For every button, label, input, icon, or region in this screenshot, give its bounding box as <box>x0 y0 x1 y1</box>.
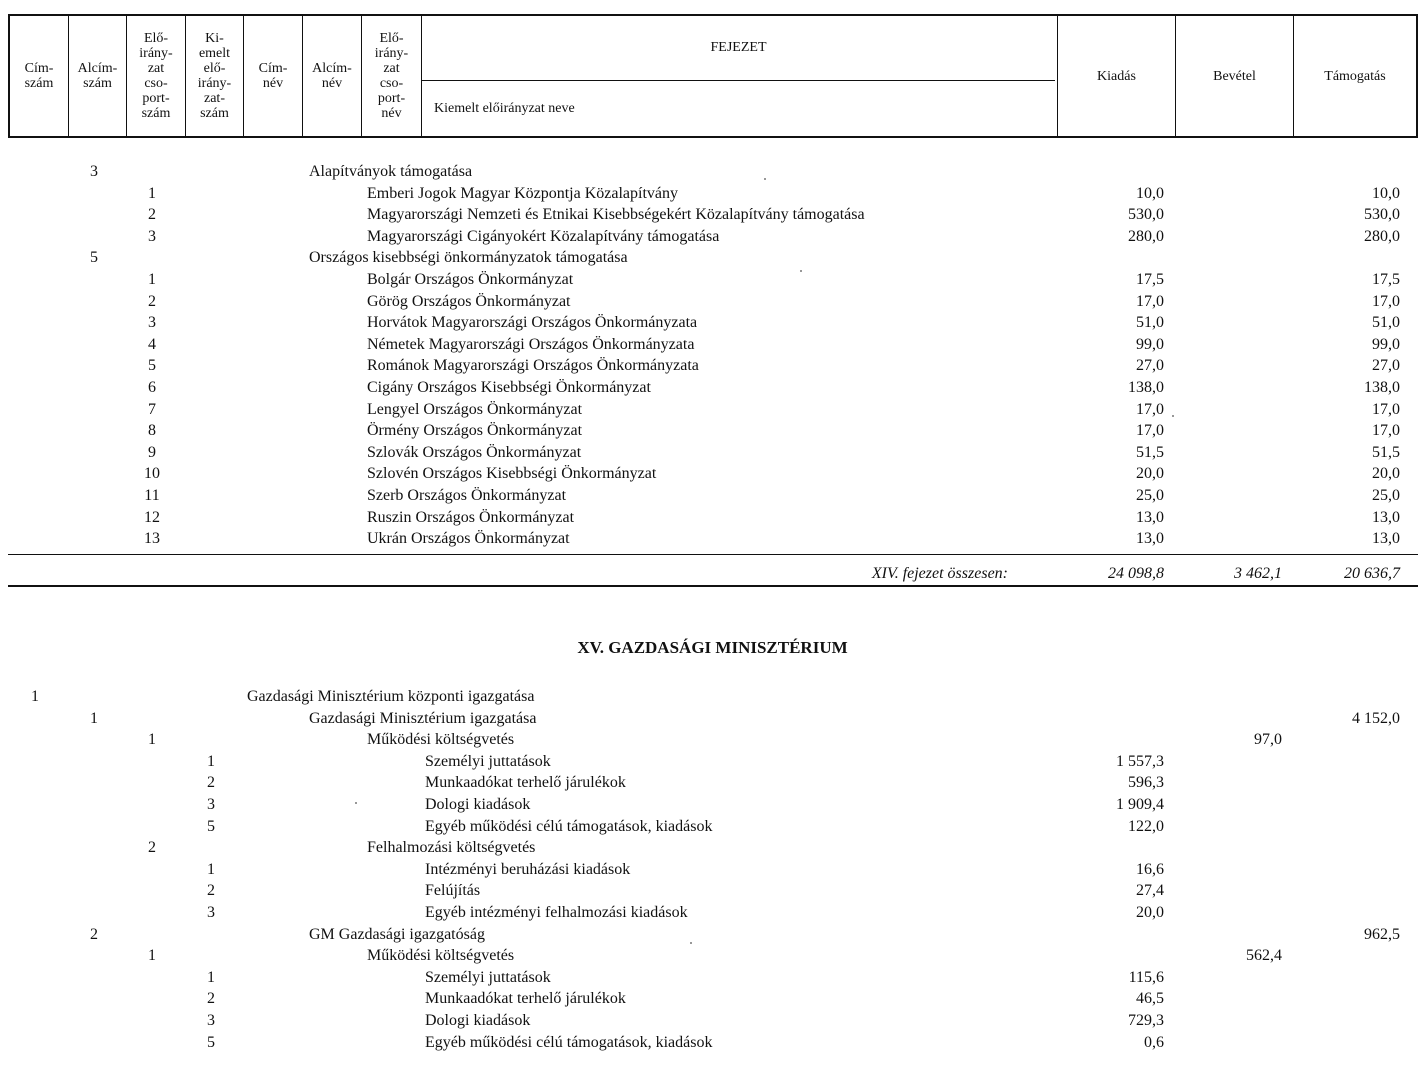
row-name: Szlovák Országos Önkormányzat <box>367 443 582 461</box>
header-eloiranyzat-csoport-szam: Elő- irány- zat cso- port- szám <box>127 16 186 136</box>
row-kiadas: 17,0 <box>1136 422 1164 440</box>
header-kiemelt-nev: Kiemelt előirányzat neve <box>434 101 575 116</box>
row-code: 5 <box>207 1033 215 1051</box>
row-tamogatas: 280,0 <box>1364 227 1400 245</box>
row-code: 7 <box>148 400 156 418</box>
row-code: 6 <box>148 379 156 396</box>
row-name: Gazdasági Minisztérium központi igazgatása <box>247 688 535 705</box>
total-bevetel: 3 462,1 <box>1234 565 1282 582</box>
row-code: 8 <box>148 422 156 440</box>
budget-row <box>0 420 1425 441</box>
row-kiadas: 10,0 <box>1136 184 1164 202</box>
row-code: 2 <box>207 990 215 1008</box>
budget-row <box>0 816 1425 837</box>
row-name: Ruszin Országos Önkormányzat <box>367 508 575 526</box>
row-kiadas: 729,3 <box>1128 1012 1164 1029</box>
row-name: Egyéb működési célú támogatások, kiadások <box>425 817 713 835</box>
row-code: 2 <box>90 925 98 943</box>
scan-speck <box>800 270 802 272</box>
budget-row <box>0 1010 1425 1031</box>
budget-row <box>0 1032 1425 1053</box>
row-code: 3 <box>207 904 215 921</box>
header-tamogatas: Támogatás <box>1324 68 1386 84</box>
budget-row <box>0 988 1425 1009</box>
budget-row <box>0 924 1425 945</box>
row-kiadas: 17,0 <box>1136 292 1164 310</box>
header-eloiranyzat-csoport-nev: Elő- irány- zat cso- port- név <box>362 16 422 136</box>
row-code: 10 <box>144 465 160 483</box>
row-code: 12 <box>144 508 160 526</box>
row-name: Gazdasági Minisztérium igazgatása <box>309 709 537 727</box>
budget-row <box>0 528 1425 549</box>
row-code: 13 <box>144 530 160 548</box>
budget-row <box>0 377 1425 398</box>
row-tamogatas: 962,5 <box>1364 925 1400 943</box>
budget-row <box>0 967 1425 988</box>
row-name: Alapítványok támogatása <box>309 163 473 180</box>
budget-row <box>0 442 1425 463</box>
budget-row <box>0 334 1425 355</box>
budget-row <box>0 686 1425 707</box>
row-name: Örmény Országos Önkormányzat <box>367 422 583 440</box>
row-code: 1 <box>207 752 215 770</box>
row-name: Románok Magyarországi Országos Önkormányzata <box>367 357 699 375</box>
row-tamogatas: 4 152,0 <box>1352 709 1400 727</box>
row-kiadas: 51,5 <box>1136 443 1164 461</box>
budget-row <box>0 204 1425 225</box>
row-name: Felhalmozási költségvetés <box>367 839 536 857</box>
row-bevetel: 97,0 <box>1254 731 1282 749</box>
row-name: Munkaadókat terhelő járulékok <box>425 990 626 1008</box>
scan-speck <box>1172 415 1174 417</box>
row-tamogatas: 17,0 <box>1372 400 1400 418</box>
row-name: Szlovén Országos Kisebbségi Önkormányzat <box>367 465 657 483</box>
chapter-total-row <box>0 563 1425 584</box>
row-code: 3 <box>207 796 215 813</box>
budget-row <box>0 312 1425 333</box>
budget-row <box>0 291 1425 312</box>
row-code: 1 <box>207 860 215 878</box>
row-tamogatas: 25,0 <box>1372 487 1400 504</box>
row-code: 11 <box>144 487 160 504</box>
row-kiadas: 17,0 <box>1136 400 1164 418</box>
row-name: Egyéb működési célú támogatások, kiadások <box>425 1033 713 1051</box>
row-code: 3 <box>148 227 156 245</box>
row-kiadas: 280,0 <box>1128 227 1164 245</box>
row-kiadas: 596,3 <box>1128 774 1164 792</box>
row-code: 2 <box>207 774 215 792</box>
budget-row <box>0 945 1425 966</box>
row-kiadas: 530,0 <box>1128 206 1164 224</box>
header-alcim-nev: Alcím- név <box>303 16 362 136</box>
row-code: 1 <box>148 947 156 965</box>
row-kiadas: 138,0 <box>1128 379 1164 396</box>
row-tamogatas: 27,0 <box>1372 357 1400 375</box>
row-kiadas: 0,6 <box>1144 1033 1164 1051</box>
budget-row <box>0 729 1425 750</box>
budget-row <box>0 507 1425 528</box>
row-name: Lengyel Országos Önkormányzat <box>367 400 583 418</box>
row-code: 2 <box>148 839 156 857</box>
budget-row <box>0 247 1425 268</box>
row-code: 1 <box>207 968 215 986</box>
row-name: Bolgár Országos Önkormányzat <box>367 271 574 288</box>
total-label: XIV. fejezet összesen: <box>871 565 1008 582</box>
budget-row <box>0 226 1425 247</box>
row-code: 3 <box>207 1012 215 1029</box>
row-name: Magyarországi Cigányokért Közalapítvány támogatása <box>367 227 720 245</box>
row-code: 1 <box>31 688 39 705</box>
row-tamogatas: 17,5 <box>1372 271 1400 288</box>
budget-row <box>0 772 1425 793</box>
row-tamogatas: 20,0 <box>1372 465 1400 483</box>
row-name: Dologi kiadások <box>425 796 531 813</box>
row-code: 2 <box>207 882 215 900</box>
row-kiadas: 27,0 <box>1136 357 1164 375</box>
row-code: 1 <box>148 731 156 749</box>
row-code: 3 <box>90 163 98 180</box>
row-code: 1 <box>90 709 98 727</box>
total-bottom-rule <box>8 585 1418 587</box>
budget-row <box>0 485 1425 506</box>
row-name: Szerb Országos Önkormányzat <box>367 487 567 504</box>
header-fejezet: FEJEZET <box>422 16 1055 81</box>
row-tamogatas: 10,0 <box>1372 184 1400 202</box>
row-code: 2 <box>148 206 156 224</box>
row-tamogatas: 51,5 <box>1372 443 1400 461</box>
budget-row <box>0 708 1425 729</box>
header-cim-nev: Cím- név <box>244 16 303 136</box>
budget-row <box>0 859 1425 880</box>
header-bevetel: Bevétel <box>1176 16 1294 136</box>
row-code: 9 <box>148 443 156 461</box>
row-name: Egyéb intézményi felhalmozási kiadások <box>425 904 688 921</box>
row-code: 5 <box>148 357 156 375</box>
row-kiadas: 99,0 <box>1136 335 1164 353</box>
budget-row <box>0 902 1425 923</box>
row-tamogatas: 530,0 <box>1364 206 1400 224</box>
row-code: 1 <box>148 271 156 288</box>
row-name: Cigány Országos Kisebbségi Önkormányzat <box>367 379 651 396</box>
scan-speck <box>690 942 692 944</box>
row-code: 5 <box>90 249 98 267</box>
row-kiadas: 16,6 <box>1136 860 1164 878</box>
row-name: Dologi kiadások <box>425 1012 531 1029</box>
total-kiadas: 24 098,8 <box>1108 565 1164 582</box>
row-tamogatas: 17,0 <box>1372 292 1400 310</box>
row-name: Magyarországi Nemzeti és Etnikai Kisebbségekért Közalapítvány támogatása <box>367 206 865 224</box>
row-kiadas: 13,0 <box>1136 530 1164 548</box>
row-name: Munkaadókat terhelő járulékok <box>425 774 626 792</box>
budget-row <box>0 794 1425 815</box>
row-name: Görög Országos Önkormányzat <box>367 292 571 310</box>
header-kiemelt-eloiranyzat-szam: Ki- emelt elő- irány- zat- szám <box>186 16 244 136</box>
budget-row <box>0 183 1425 204</box>
row-kiadas: 46,5 <box>1136 990 1164 1008</box>
row-code: 2 <box>148 292 156 310</box>
scan-speck <box>355 802 357 804</box>
row-kiadas: 1 557,3 <box>1116 752 1164 770</box>
row-tamogatas: 51,0 <box>1372 314 1400 332</box>
row-tamogatas: 13,0 <box>1372 530 1400 548</box>
row-kiadas: 27,4 <box>1136 882 1164 900</box>
row-name: Ukrán Országos Önkormányzat <box>367 530 570 548</box>
total-top-rule <box>8 554 1418 555</box>
chapter-title: XV. GAZDASÁGI MINISZTÉRIUM <box>577 638 848 657</box>
row-name: Felújítás <box>425 882 481 900</box>
row-kiadas: 51,0 <box>1136 314 1164 332</box>
budget-row <box>0 463 1425 484</box>
row-kiadas: 17,5 <box>1136 271 1164 288</box>
budget-row <box>0 269 1425 290</box>
row-kiadas: 20,0 <box>1136 465 1164 483</box>
header-cim-szam: Cím- szám <box>10 16 69 136</box>
budget-row <box>0 880 1425 901</box>
row-kiadas: 13,0 <box>1136 508 1164 526</box>
row-name: Működési költségvetés <box>367 731 515 749</box>
row-code: 4 <box>148 335 156 353</box>
budget-row <box>0 751 1425 772</box>
row-kiadas: 20,0 <box>1136 904 1164 921</box>
row-kiadas: 122,0 <box>1128 817 1164 835</box>
row-code: 3 <box>148 314 156 332</box>
row-code: 5 <box>207 817 215 835</box>
total-tamogatas: 20 636,7 <box>1344 565 1400 582</box>
row-name: Országos kisebbségi önkormányzatok támogatása <box>309 249 628 267</box>
row-kiadas: 25,0 <box>1136 487 1164 504</box>
budget-row <box>0 161 1425 182</box>
row-code: 1 <box>148 184 156 202</box>
budget-row <box>0 355 1425 376</box>
row-name: Működési költségvetés <box>367 947 515 965</box>
row-tamogatas: 13,0 <box>1372 508 1400 526</box>
row-kiadas: 115,6 <box>1128 968 1164 986</box>
scan-speck <box>764 178 766 180</box>
row-tamogatas: 17,0 <box>1372 422 1400 440</box>
header-alcim-szam: Alcím- szám <box>69 16 127 136</box>
row-bevetel: 562,4 <box>1246 947 1282 965</box>
row-name: Személyi juttatások <box>425 968 551 986</box>
header-kiadas: Kiadás <box>1057 16 1176 136</box>
row-name: Horvátok Magyarországi Országos Önkormányzata <box>367 314 698 332</box>
row-name: Németek Magyarországi Országos Önkormányzata <box>367 335 695 353</box>
row-kiadas: 1 909,4 <box>1116 796 1164 813</box>
row-tamogatas: 99,0 <box>1372 335 1400 353</box>
budget-row <box>0 837 1425 858</box>
row-name: Intézményi beruházási kiadások <box>425 860 631 878</box>
row-name: GM Gazdasági igazgatóság <box>309 925 485 943</box>
row-name: Emberi Jogok Magyar Központja Közalapítvány <box>367 184 679 202</box>
column-header-table <box>8 14 1418 138</box>
budget-row <box>0 399 1425 420</box>
row-tamogatas: 138,0 <box>1364 379 1400 396</box>
row-name: Személyi juttatások <box>425 752 551 770</box>
